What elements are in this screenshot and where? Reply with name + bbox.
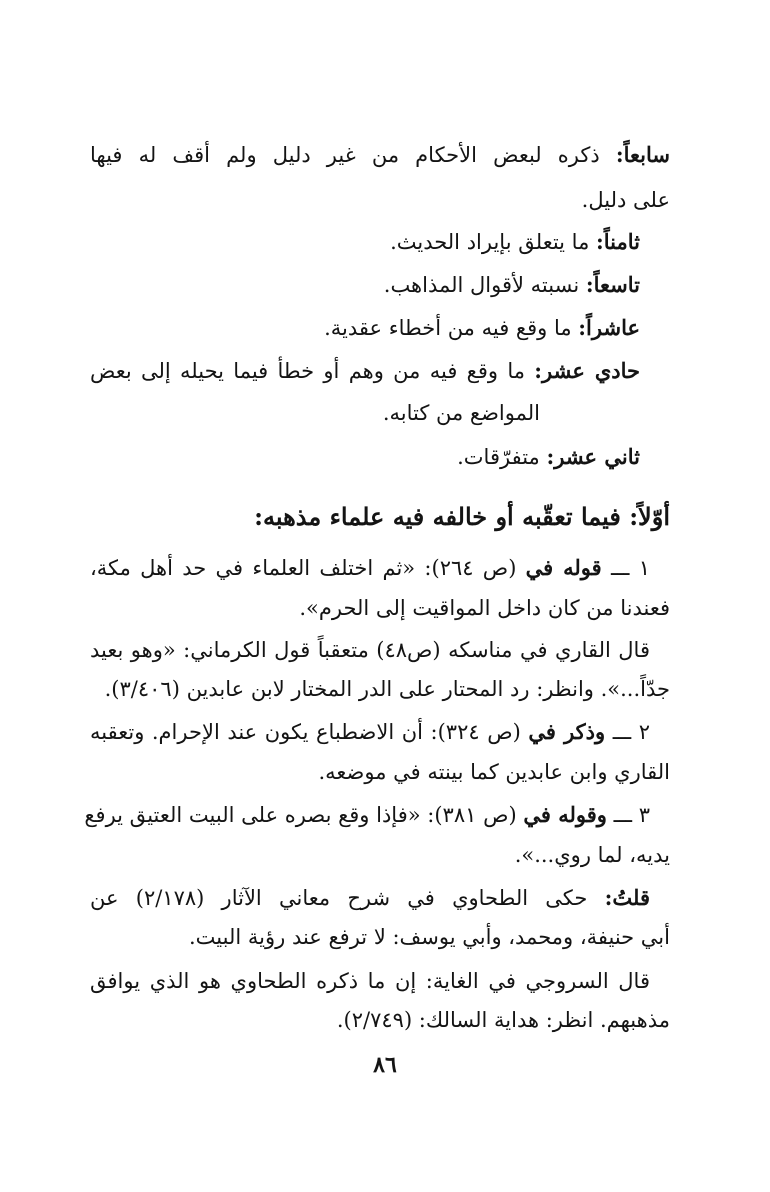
paragraph-number: ١ ـــ	[610, 556, 650, 580]
paragraph-text: حكى الطحاوي في شرح معاني الآثار (٢/١٧٨) عن	[90, 886, 588, 910]
list-item-12	[60, 442, 640, 472]
paragraph-lead: قلتُ:	[604, 885, 650, 910]
paragraph-lead: قوله في	[525, 555, 602, 580]
item-label: حادي عشر:	[534, 358, 640, 383]
paragraph-3	[90, 717, 650, 747]
paragraph-2: قال القاري في مناسكه (ص٤٨) متعقباً قول الكرماني: «وهو بعيد	[90, 638, 650, 662]
list-item-11-cont	[90, 398, 540, 428]
paragraph-4-cont: يديه، لما روي...».	[514, 843, 670, 867]
paragraph-3-cont: القاري وابن عابدين كما بينته في موضعه.	[318, 760, 670, 784]
paragraph-5-cont: أبي حنيفة، ومحمد، وأبي يوسف: لا ترفع عند رؤية البيت.	[189, 925, 670, 949]
paragraph-2-cont: جدّاً...». وانظر: رد المحتار على الدر المختار لابن عابدين (٣/٤٠٦).	[104, 677, 670, 701]
item-label: عاشراً:	[578, 315, 640, 340]
paragraph-lead: وقوله في	[523, 802, 607, 827]
item-text: ما وقع فيه من وهم أو خطأ فيما يحيله إلى بعض	[90, 359, 525, 383]
item-label: ثاني عشر:	[546, 444, 640, 469]
list-item-11	[90, 356, 640, 386]
paragraph-text: (ص ٢٦٤): «ثم اختلف العلماء في حد أهل مكة،	[90, 556, 517, 580]
item-label: ثامناً:	[596, 229, 640, 254]
list-item-7	[90, 140, 670, 170]
item-label: تاسعاً:	[585, 272, 640, 297]
paragraph-lead: وذكر في	[528, 719, 606, 744]
paragraph-number: ٢ ـــ	[612, 720, 651, 744]
item-label: سابعاً:	[615, 142, 670, 167]
paragraph-6-cont: مذهبهم. انظر: هداية السالك: (٢/٧٤٩).	[336, 1008, 670, 1032]
list-item-7-cont	[90, 185, 670, 215]
page-number: ٨٦	[373, 1052, 397, 1078]
paragraph-4	[84, 800, 650, 830]
section-heading: أوّلاً: فيما تعقّبه أو خالفه فيه علماء مذهبه:	[254, 502, 670, 531]
paragraph-number: ٣ ـــ	[613, 803, 650, 827]
item-text: نسبته لأقوال المذاهب.	[383, 273, 580, 297]
item-text: ذكره لبعض الأحكام من غير دليل ولم أقف له فيها	[90, 143, 600, 167]
list-item-9	[60, 270, 640, 300]
list-item-10	[60, 313, 640, 343]
item-text: متفرّقات.	[457, 445, 540, 469]
item-text-cont: المواضع من كتابه.	[382, 401, 540, 425]
paragraph-text: (ص ٣٨١): «فإذا وقع بصره على البيت العتيق يرفع	[84, 803, 517, 827]
item-text-cont: على دليل.	[581, 188, 670, 212]
paragraph-1-cont: فعندنا من كان داخل المواقيت إلى الحرم».	[299, 596, 670, 620]
paragraph-5	[90, 883, 650, 913]
paragraph-text: (ص ٣٢٤): أن الاضطباع يكون عند الإحرام. وتعقبه	[90, 720, 521, 744]
paragraph-1	[90, 553, 650, 583]
list-item-8	[60, 227, 640, 257]
item-text: ما يتعلق بإيراد الحديث.	[390, 230, 590, 254]
paragraph-6: قال السروجي في الغاية: إن ما ذكره الطحاوي هو الذي يوافق	[90, 969, 650, 993]
item-text: ما وقع فيه من أخطاء عقدية.	[324, 316, 572, 340]
